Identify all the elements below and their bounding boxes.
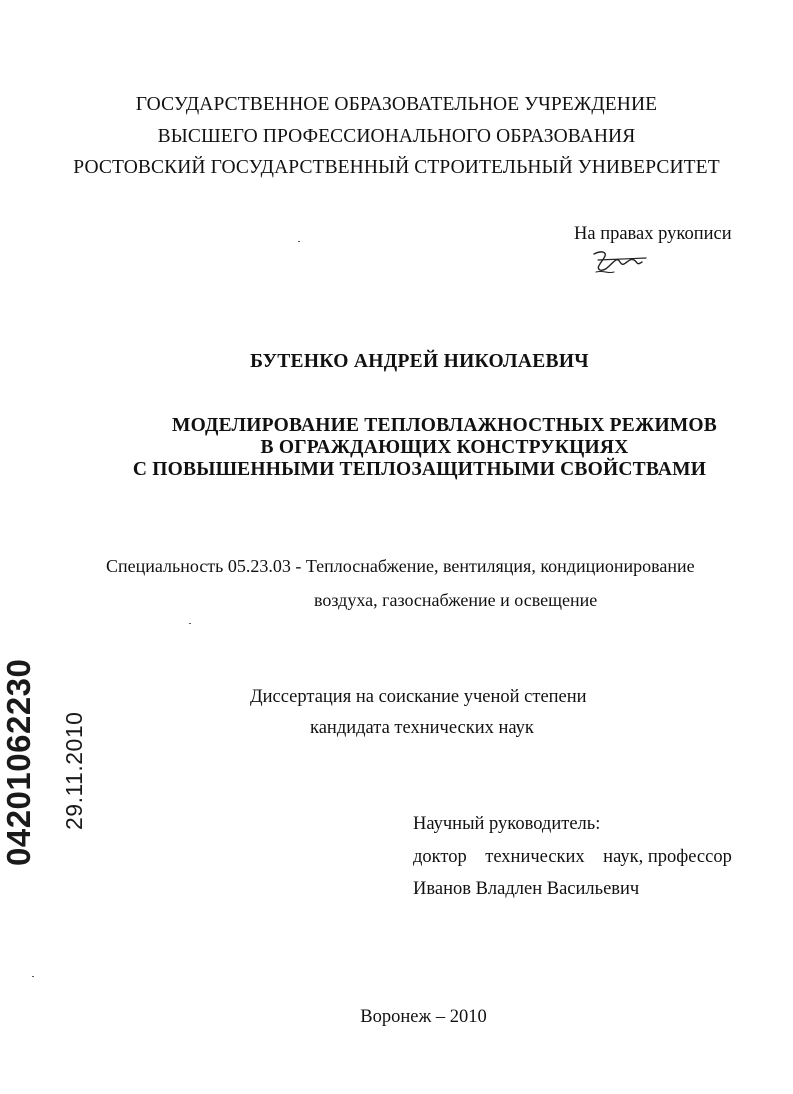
- supervisor-name: Иванов Владлен Васильевич: [413, 879, 640, 899]
- supervisor-rank: доктор технических наук, профессор: [413, 847, 732, 867]
- supervisor-label: Научный руководитель:: [413, 814, 601, 834]
- specialty-line-2: воздуха, газоснабжение и освещение: [314, 590, 598, 610]
- manuscript-note: На правах рукописи: [574, 224, 732, 244]
- signature-icon: [590, 248, 652, 278]
- institution-line-3: РОСТОВСКИЙ ГОСУДАРСТВЕННЫЙ СТРОИТЕЛЬНЫЙ УНИВЕРСИТЕТ: [73, 157, 720, 178]
- thesis-title-line-1: МОДЕЛИРОВАНИЕ ТЕПЛОВЛАЖНОСТНЫХ РЕЖИМОВ: [171, 415, 718, 436]
- library-stamp-date: 29.11.2010: [61, 711, 87, 830]
- degree-line-1: Диссертация на соискание ученой степени: [250, 687, 587, 707]
- scan-speck: [189, 623, 191, 624]
- author-name: БУТЕНКО АНДРЕЙ НИКОЛАЕВИЧ: [250, 351, 589, 372]
- degree-line-2: кандидата технических наук: [310, 718, 534, 738]
- thesis-title-line-3: С ПОВЫШЕННЫМИ ТЕПЛОЗАЩИТНЫМИ СВОЙСТВАМИ: [132, 459, 707, 480]
- specialty-line-1: Специальность 05.23.03 - Теплоснабжение, вентиляция, кондиционирование: [106, 556, 695, 576]
- institution-line-2: ВЫСШЕГО ПРОФЕССИОНАЛЬНОГО ОБРАЗОВАНИЯ: [157, 126, 636, 147]
- city-year: Воронеж – 2010: [360, 1007, 487, 1027]
- scan-speck: [298, 241, 300, 242]
- library-stamp-code: 04201062230: [0, 658, 37, 866]
- scan-speck: [32, 976, 34, 977]
- thesis-title-line-2: В ОГРАЖДАЮЩИХ КОНСТРУКЦИЯХ: [260, 437, 629, 458]
- institution-line-1: ГОСУДАРСТВЕННОЕ ОБРАЗОВАТЕЛЬНОЕ УЧРЕЖДЕНИЕ: [135, 94, 658, 115]
